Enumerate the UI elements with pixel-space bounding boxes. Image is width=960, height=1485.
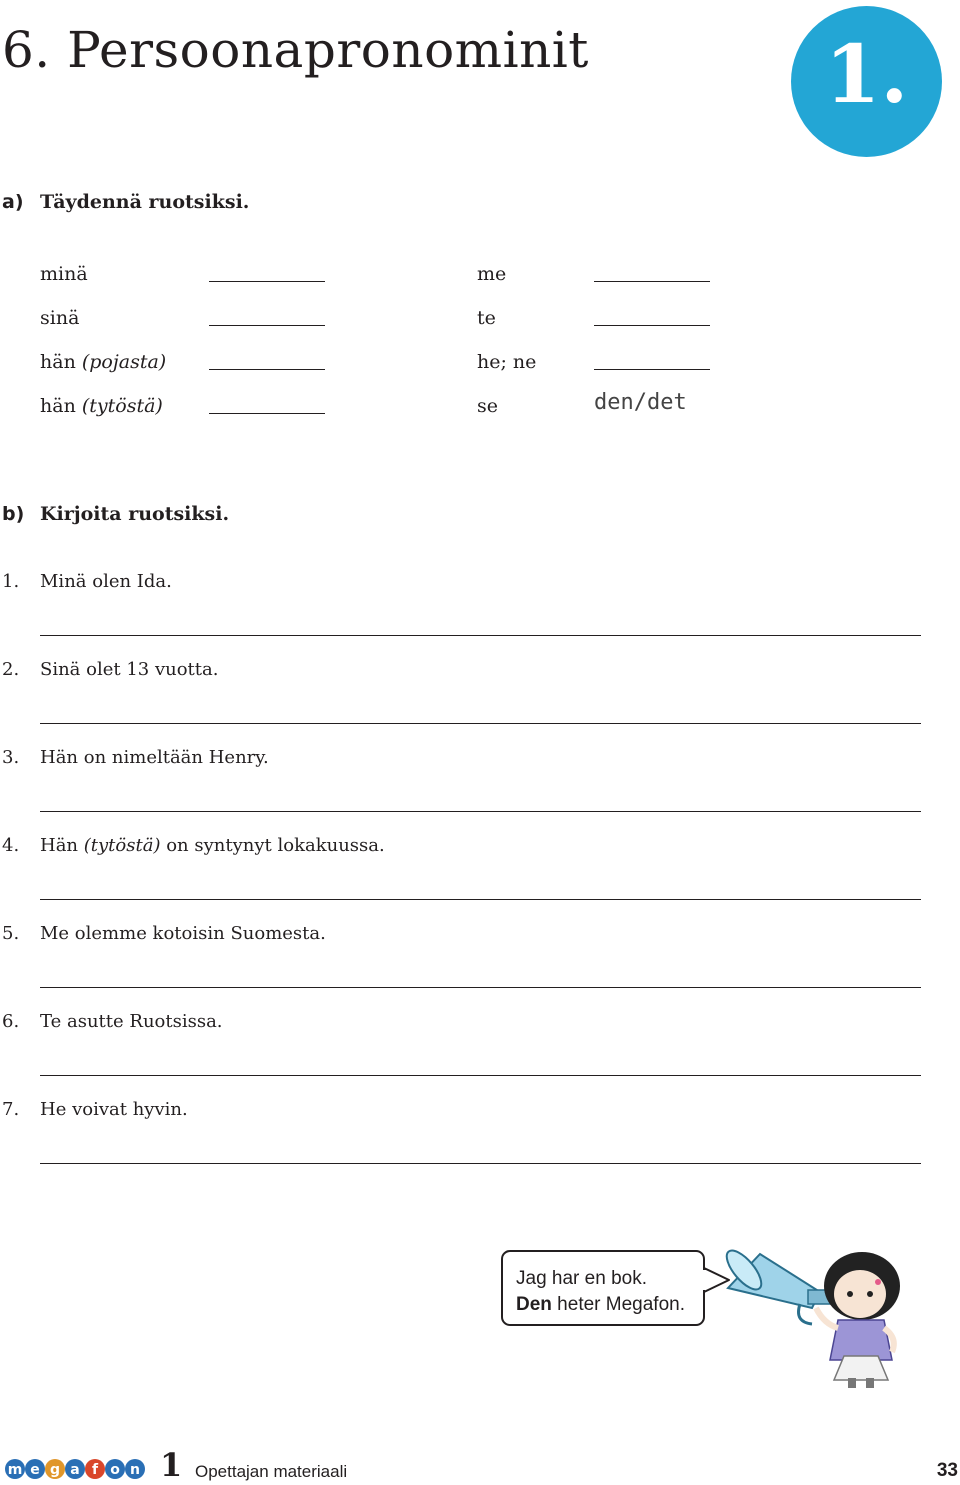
sentence-note: (tytöstä) <box>83 835 161 856</box>
answer-line[interactable] <box>40 723 921 724</box>
bubble-line-2-rest: heter Megafon. <box>551 1294 685 1315</box>
bubble-line-1: Jag har en bok. <box>516 1268 647 1289</box>
answer-line[interactable] <box>40 635 921 636</box>
item-number: 1. <box>2 571 20 592</box>
section-b-instruction: Kirjoita ruotsiksi. <box>40 503 230 525</box>
answer-blank-left[interactable] <box>209 325 325 326</box>
item-number: 4. <box>2 835 20 856</box>
answer-line[interactable] <box>40 1075 921 1076</box>
item-number: 2. <box>2 659 20 680</box>
pronoun-fi-left <box>40 306 79 330</box>
page-title: 6. Persoonapronominit <box>2 21 589 79</box>
item-number: 7. <box>2 1099 20 1120</box>
pronoun-fi-right: he; ne <box>477 351 537 373</box>
answer-blank-left[interactable] <box>209 281 325 282</box>
megafon-logo <box>4 1456 154 1482</box>
answer-line[interactable] <box>40 987 921 988</box>
pronoun-fi-right: me <box>477 263 507 285</box>
pronoun-fi-right: te <box>477 307 496 329</box>
section-b-letter: b) <box>2 503 25 525</box>
finnish-sentence <box>40 747 269 768</box>
handwritten-answer: den/det <box>594 390 687 415</box>
finnish-sentence <box>40 1011 223 1032</box>
chapter-number: 1. <box>824 27 909 121</box>
logo-letter: n <box>130 1462 140 1478</box>
section-a-letter: a) <box>2 191 24 213</box>
page-number: 33 <box>936 1460 958 1481</box>
finnish-sentence <box>40 835 385 856</box>
pronoun-word: hän <box>40 395 76 417</box>
pronoun-fi-left <box>40 350 166 374</box>
section-a-instruction: Täydennä ruotsiksi. <box>40 191 250 213</box>
chapter-badge <box>791 6 942 157</box>
finnish-sentence <box>40 571 172 592</box>
pronoun-word: minä <box>40 263 88 285</box>
answer-blank-left[interactable] <box>209 413 325 414</box>
sentence-text: Sinä olet 13 vuotta. <box>40 659 219 680</box>
pronoun-fi-right: se <box>477 395 498 417</box>
logo-letter: o <box>110 1462 120 1478</box>
girl-megaphone-illustration <box>720 1248 910 1388</box>
answer-blank-right[interactable] <box>594 369 710 370</box>
item-number: 5. <box>2 923 20 944</box>
logo-letter: e <box>30 1462 40 1478</box>
item-number: 6. <box>2 1011 20 1032</box>
pronoun-fi-left <box>40 262 88 286</box>
sentence-text: Hän on nimeltään Henry. <box>40 747 269 768</box>
finnish-sentence <box>40 923 326 944</box>
sentence-text: He voivat hyvin. <box>40 1099 188 1120</box>
footer-label: Opettajan materiaali <box>195 1462 348 1481</box>
pronoun-word: hän <box>40 351 76 373</box>
sentence-text: Me olemme kotoisin Suomesta. <box>40 923 326 944</box>
sentence-text: Te asutte Ruotsissa. <box>40 1011 223 1032</box>
finnish-sentence <box>40 659 218 680</box>
logo-letter: f <box>91 1462 99 1478</box>
logo-letter: m <box>7 1462 23 1478</box>
pronoun-note: (tytöstä) <box>81 395 163 417</box>
sentence-text: Hän <box>40 835 84 856</box>
answer-blank-right[interactable] <box>594 325 710 326</box>
finnish-sentence <box>40 1099 188 1120</box>
answer-line[interactable] <box>40 1163 921 1164</box>
answer-blank-left[interactable] <box>209 369 325 370</box>
speech-bubble <box>501 1250 705 1326</box>
bubble-bold-word: Den <box>516 1294 552 1315</box>
answer-blank-right[interactable] <box>594 281 710 282</box>
logo-number: 1 <box>160 1446 183 1484</box>
pronoun-note: (pojasta) <box>81 351 167 373</box>
sentence-text-rest: on syntynyt lokakuussa. <box>160 835 385 856</box>
answer-line[interactable] <box>40 899 921 900</box>
logo-letter: g <box>49 1462 61 1478</box>
pronoun-fi-left <box>40 394 163 418</box>
sentence-text: Minä olen Ida. <box>40 571 172 592</box>
bubble-line-2 <box>516 1292 703 1318</box>
item-number: 3. <box>2 747 20 768</box>
logo-letter: a <box>70 1462 80 1478</box>
answer-line[interactable] <box>40 811 921 812</box>
pronoun-word: sinä <box>40 307 80 329</box>
